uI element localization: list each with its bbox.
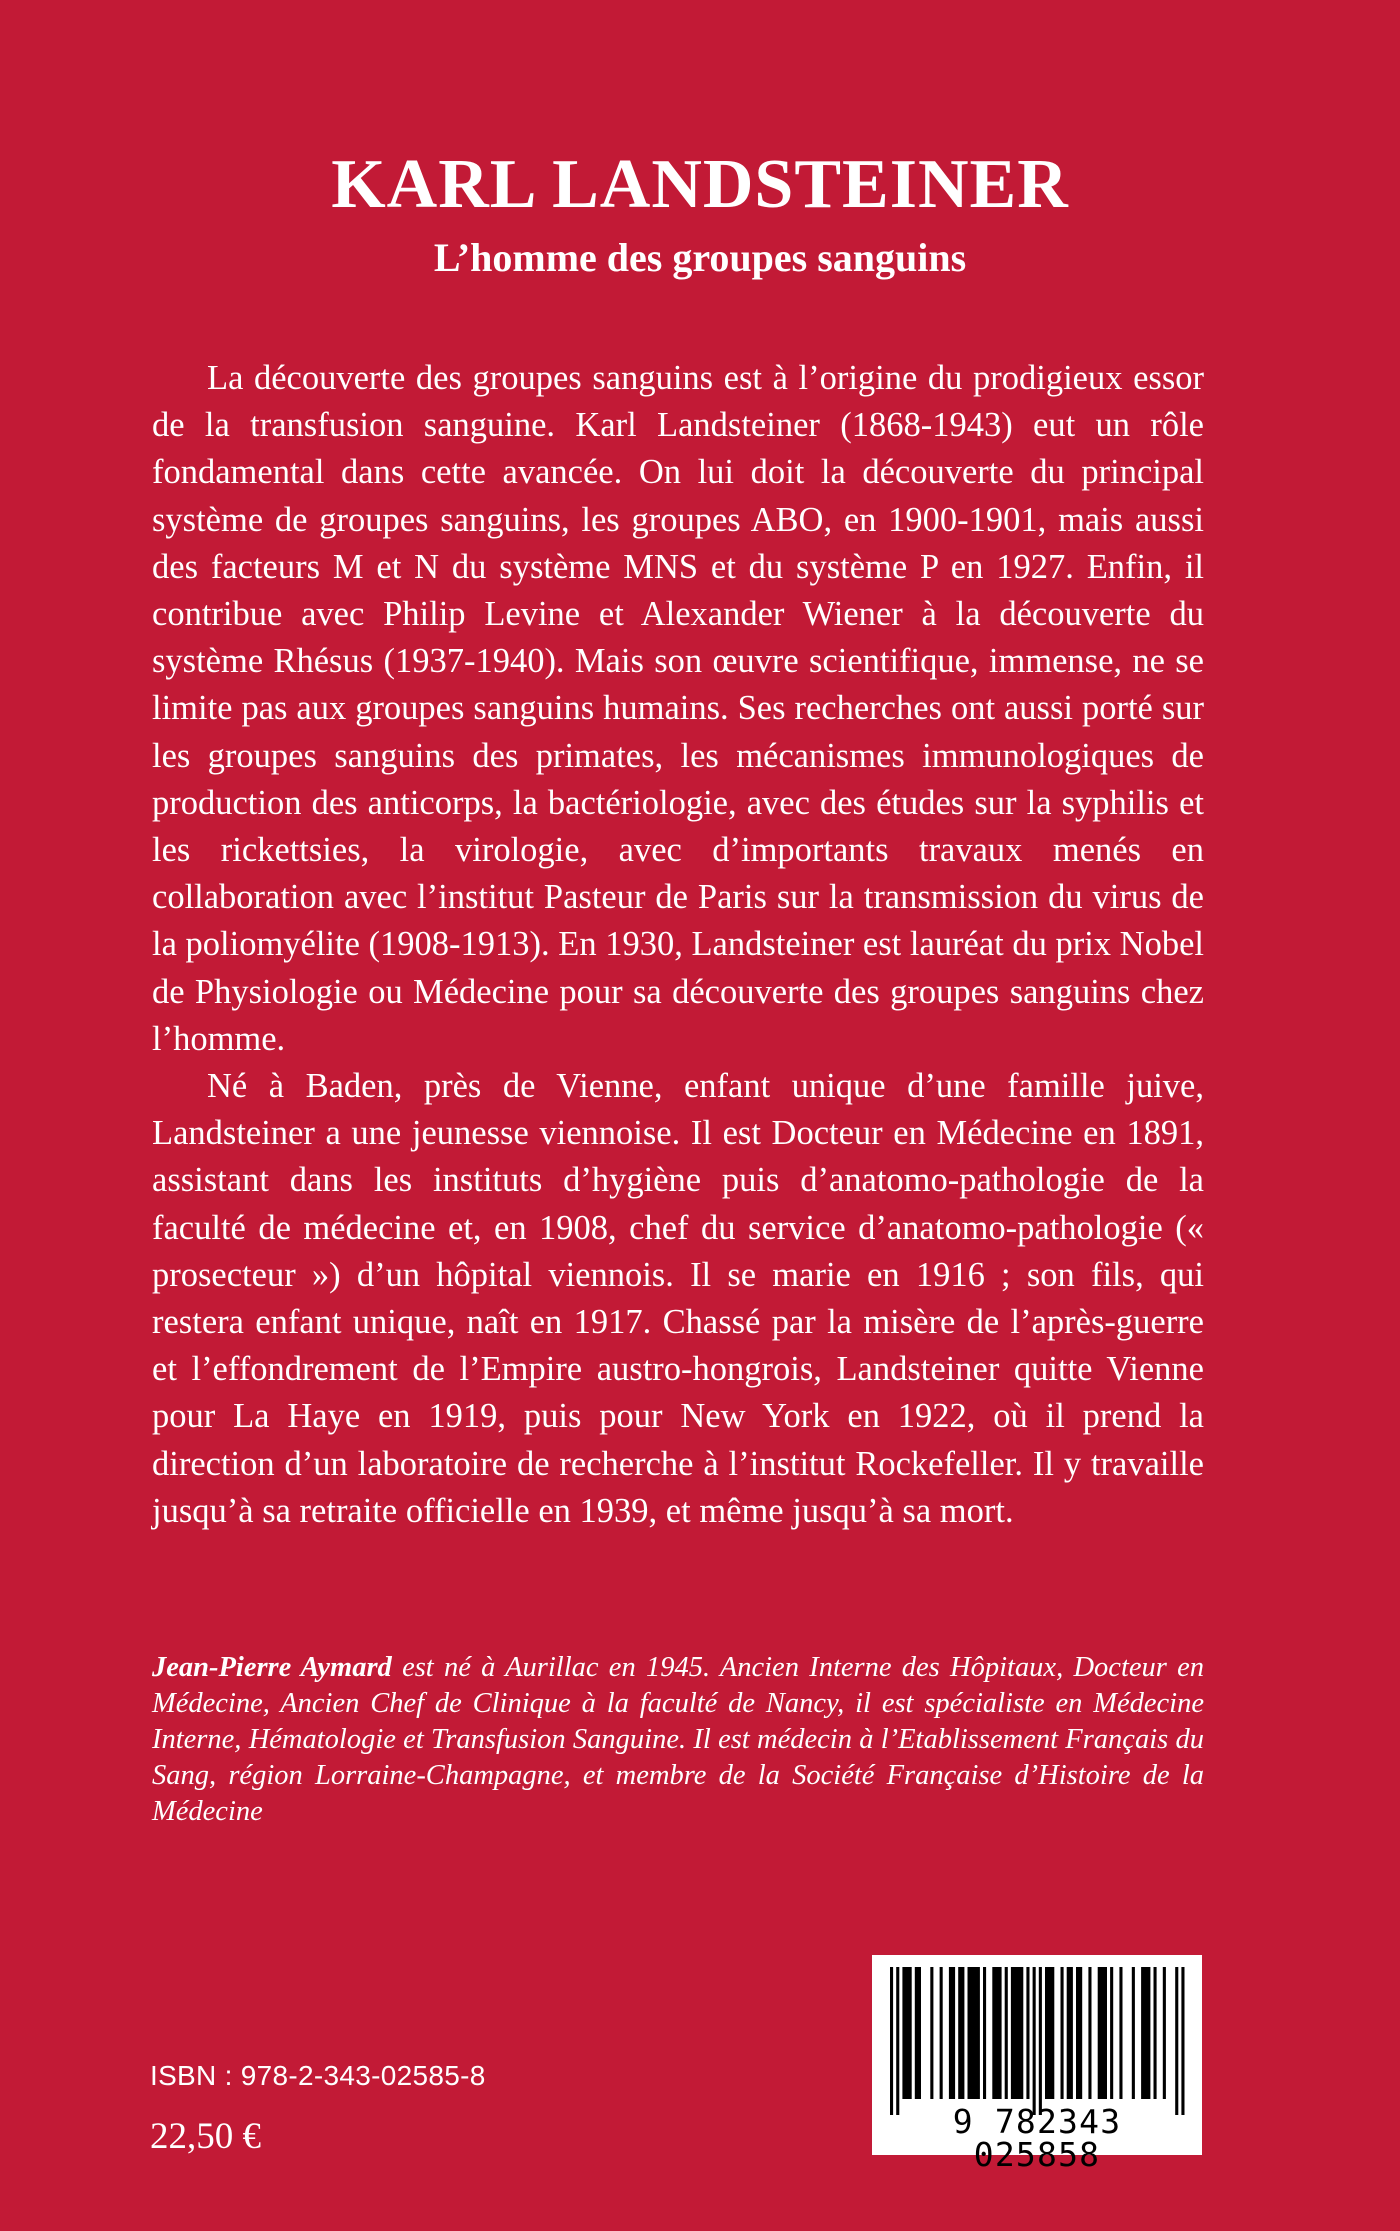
author-bio — [152, 1650, 1204, 1830]
barcode-bar — [1039, 1967, 1042, 2115]
barcode-bar — [1141, 1967, 1150, 2099]
barcode-bar — [1163, 1967, 1166, 2099]
barcode-bar — [890, 1967, 893, 2115]
author-name: Jean-Pierre Aymard — [152, 1652, 392, 1683]
barcode-bar — [958, 1967, 964, 2099]
author-bio-text: est né à Aurillac en 1945. Ancien Interne des Hôpitaux, Docteur en Médecine, Ancien Chef de Clinique à la faculté de Nancy, il est spécialiste en Médecine Interne, Hématologie et Transfusion Sanguine. Il est médecin à l’Etablissement Français du Sang, région Lorraine-Champagne, et membre de la Société Française d’Histoire de la Médecine — [152, 1652, 1205, 1827]
barcode-bar — [1181, 1967, 1184, 2115]
barcode — [872, 1955, 1202, 2174]
barcode-bar — [1005, 1967, 1008, 2099]
summary-paragraph: Né à Baden, près de Vienne, enfant unique d’une famille juive, Landsteiner a une jeunesse viennoise. Il est Docteur en Médecine en 1891, assistant dans les instituts d’hygiène puis d’anatomo-pathologie de la faculté de médecine et, en 1908, chef du service d’anatomo-pathologie (« prosecteur ») d’un hôpital viennois. Il se marie en 1916 ; son fils, qui restera enfant unique, naît en 1917. Chassé par la misère de l’après-guerre et l’effondrement de l’Empire austro-hongrois, Landsteiner quitte Vienne pour La Haye en 1919, puis pour New York en 1922, où il prend la direction d’un laboratoire de recherche à l’institut Rockefeller. Il y travaille jusqu’à sa retraite officielle en 1939, et même jusqu’à sa mort. — [152, 1067, 1204, 1530]
barcode-bar — [968, 1967, 980, 2099]
barcode-bar — [1011, 1967, 1023, 2099]
barcode-bar — [1076, 1967, 1082, 2099]
book-subtitle: L’homme des groupes sanguins — [433, 235, 967, 280]
barcode-bar — [1088, 1967, 1091, 2099]
isbn-label: ISBN : 978-2-343-02585-8 — [150, 2060, 486, 2091]
barcode-bar — [1110, 1967, 1113, 2099]
barcode-bar — [983, 1967, 986, 2099]
summary-paragraph: La découverte des groupes sanguins est à l’origine du prodigieux essor de la transfusion sanguine. Karl Landsteiner (1868-1943) eut un rôle fondamental dans cette avancée. On lui doit la découverte du principal système de groupes sanguins, les groupes ABO, en 1900-1901, mais aussi des facteurs M et N du système MNS et du système P en 1927. Enfin, il contribue avec Philip Levine et Alexander Wiener à la découverte du système Rhésus (1937-1940). Mais son œuvre scientifique, immense, ne se limite pas aux groupes sanguins humains. Ses recherches ont aussi porté sur les groupes sanguins des primates, les mécanismes immunologiques de production des anticorps, la bactériologie, avec des études sur la syphilis et les rickettsies, la virologie, avec d’importants travaux menés en collaboration avec l’institut Pasteur de Paris sur la transmission du virus de la poliomyélite (1908-1913). En 1930, Landsteiner est lauréat du prix Nobel de Physiologie ou Médecine pour sa découverte des groupes sanguins chez l’homme. — [152, 359, 1204, 1058]
barcode-bar — [1026, 1967, 1029, 2099]
barcode-bar — [1132, 1967, 1135, 2099]
barcode-bar — [1154, 1967, 1157, 2099]
book-summary — [152, 355, 1204, 1535]
barcode-digits: 9 782343 025858 — [952, 2102, 1122, 2174]
barcode-bar — [1067, 1967, 1073, 2099]
price-label: 22,50 € — [150, 2116, 261, 2157]
barcode-bar — [940, 1967, 943, 2099]
barcode-bar — [1061, 1967, 1064, 2099]
barcode-bar — [902, 1967, 911, 2099]
barcode-bar — [1045, 1967, 1054, 2099]
barcode-bar — [915, 1967, 921, 2099]
book-title: KARL LANDSTEINER — [331, 146, 1069, 223]
barcode-bar — [896, 1967, 899, 2115]
barcode-bar — [1098, 1967, 1107, 2099]
barcode-bar — [949, 1967, 955, 2099]
barcode-bar — [992, 1967, 1001, 2099]
barcode-bar — [930, 1967, 933, 2099]
barcode-bar — [1119, 1967, 1122, 2099]
barcode-bar — [1175, 1967, 1178, 2115]
barcode-bar — [1033, 1967, 1036, 2115]
